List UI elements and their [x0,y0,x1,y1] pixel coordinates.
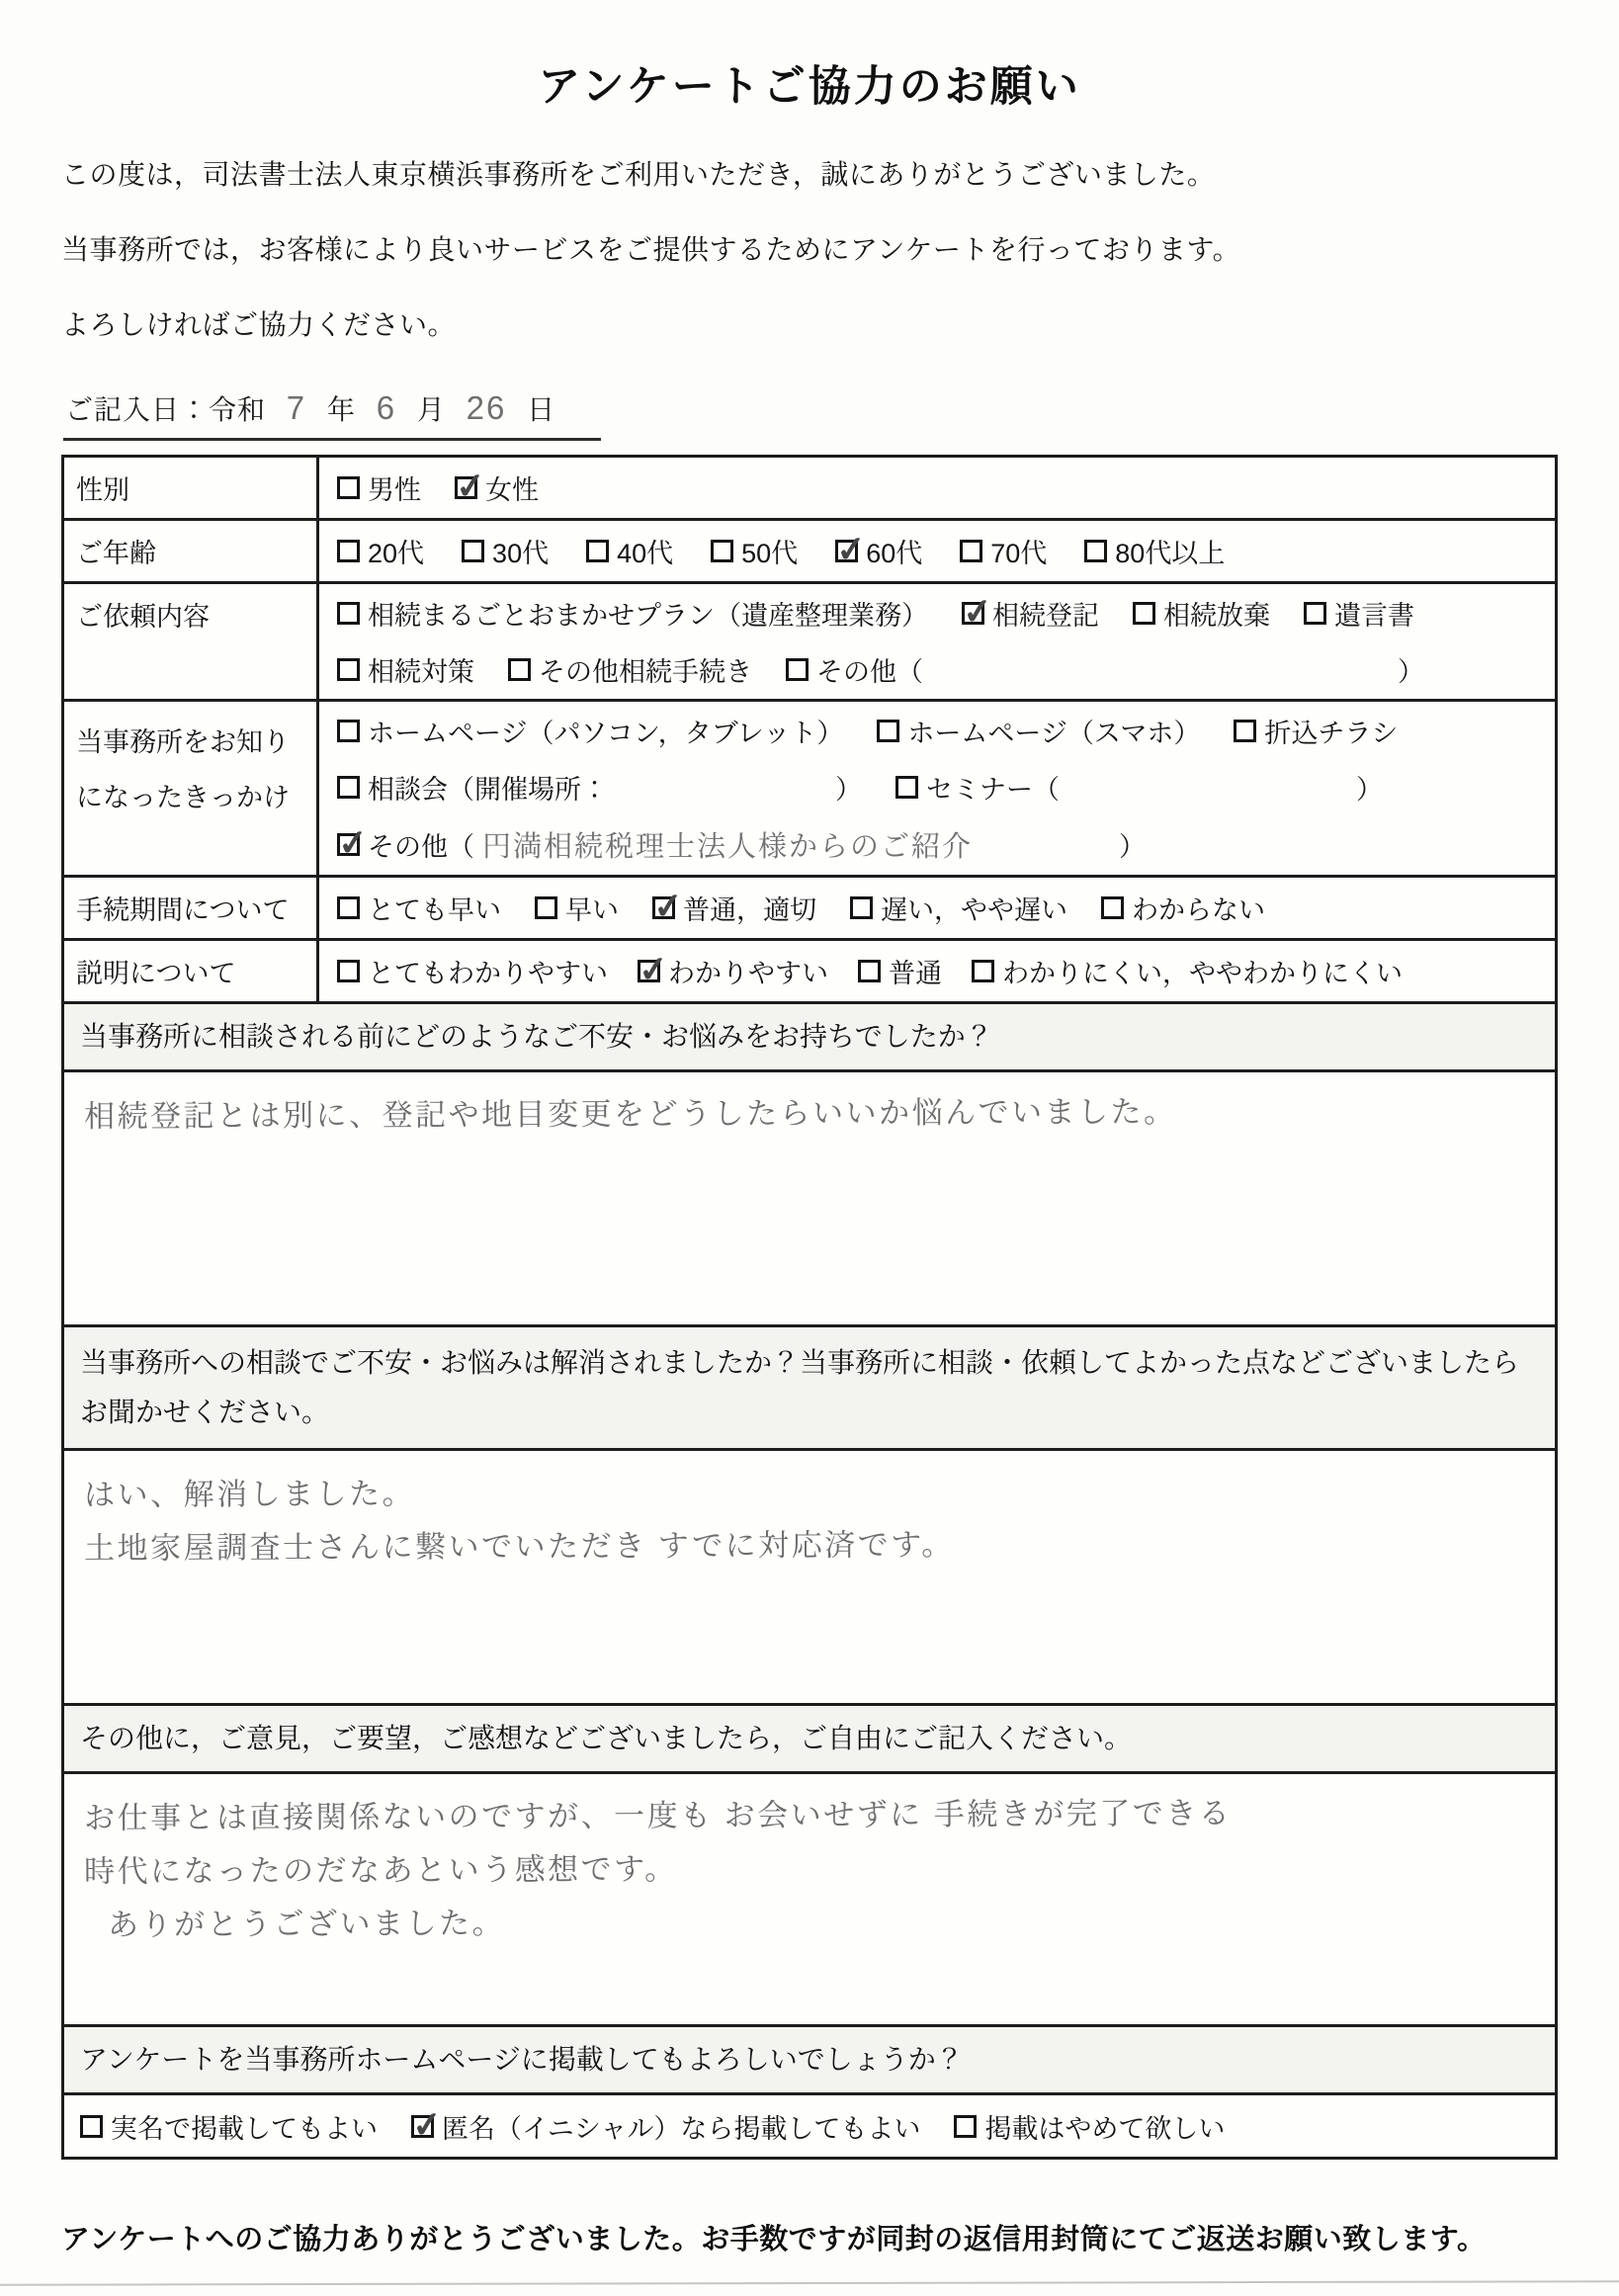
row-q3-header [64,1706,1555,1774]
checkbox-icon[interactable] [337,960,360,982]
question-text-publish: アンケートを当事務所ホームページに掲載してもよろしいでしょうか？ [80,2044,964,2075]
option-label: ホームページ（パソコン，タブレット） [368,719,844,748]
row-q3-answer [64,1774,1555,2027]
paren-close: ） [835,775,862,805]
option-label: わかりにくい，ややわかりにくい [1002,959,1403,988]
option-label: その他（ [816,657,923,687]
checkbox-icon[interactable] [877,720,899,742]
option-label: 60代 [866,539,923,568]
row-gender [64,458,1555,521]
option-label: 女性 [485,475,539,505]
handwritten-answer-line: 土地家屋調査士さんに繋いでいただき すでに対応済です。 [84,1527,955,1566]
page-title: アンケートご協力のお願い [538,63,1081,111]
option-flyer[interactable] [1234,712,1398,750]
row-referral-source [64,702,1555,878]
option-label: とても早い [368,895,501,925]
option-speed-unknown[interactable] [1101,889,1265,927]
option-label: 掲載はやめて欲しい [984,2113,1226,2144]
intro-line: この度は，司法書士法人東京横浜事務所をご利用いただき，誠にありがとうございました。 [61,159,1216,190]
checkbox-icon[interactable] [711,540,733,562]
checkbox-icon[interactable] [337,602,360,625]
option-label: 遅い，やや遅い [881,895,1067,925]
checkbox-icon[interactable] [337,833,360,856]
checkbox-icon[interactable] [337,776,360,799]
option-label: 実名で掲載してもよい [111,2113,378,2144]
paren-close: ） [1119,832,1147,862]
question-text-q3: その他に，ご意見，ご要望，ご感想などございましたら，ご自由にご記入ください。 [80,1723,1133,1753]
checkbox-icon[interactable] [1133,602,1155,625]
date-year-unit: 年 [326,394,356,425]
checkbox-icon[interactable] [508,658,531,681]
field-label-speed: 手続期間について [64,878,319,938]
option-label: わからない [1132,895,1265,925]
date-day-value[interactable]: 26 [466,389,507,426]
question-text-q1: 当事務所に相談される前にどのようなご不安・お悩みをお持ちでしたか？ [80,1021,993,1052]
option-label: ホームページ（スマホ） [907,719,1201,748]
option-publish-real-name[interactable] [80,2107,378,2146]
handwritten-source-other[interactable]: 円満相続税理士法人様からのご紹介 [482,831,974,863]
option-label: 80代以上 [1115,539,1226,568]
checkbox-icon[interactable] [411,2115,434,2138]
option-label: 相続登記 [992,601,1099,631]
field-label-request: ご依頼内容 [64,584,319,699]
option-age-50s[interactable] [711,532,798,570]
checkbox-icon[interactable] [535,896,557,919]
field-label-age: ご年齢 [64,521,319,581]
question-text-q2: 当事務所への相談でご不安・お悩みは解消されましたか？当事務所に相談・依頼してよかった点などございましたらお聞かせください。 [80,1347,1520,1427]
checkbox-icon[interactable] [858,960,881,982]
option-label: 男性 [368,475,421,505]
checkbox-icon[interactable] [638,960,660,982]
option-soudankai[interactable] [337,768,862,807]
handwritten-answer-line: お仕事とは直接関係ないのですが、一度も お会いせずに 手続きが完了できる [84,1795,1233,1835]
handwritten-answer-line: 時代になったのだなあという感想です。 [84,1851,678,1889]
row-q1-header [64,1004,1555,1072]
handwritten-answer-line: ありがとうございました。 [108,1906,506,1942]
option-label: 普通 [889,959,942,988]
checkbox-icon[interactable] [835,540,858,562]
checkbox-icon[interactable] [962,602,984,625]
checkbox-icon[interactable] [972,960,994,982]
option-publish-no[interactable] [954,2107,1225,2146]
row-request-type [64,584,1555,702]
option-other-souzoku-tetsuzuki[interactable] [508,650,752,689]
checkbox-icon[interactable] [337,540,360,562]
date-day-unit: 日 [527,394,556,425]
option-slow[interactable] [850,889,1067,927]
row-procedure-speed [64,878,1555,941]
option-unclear[interactable] [972,952,1403,990]
option-label: その他相続手続き [539,657,752,687]
option-age-30s[interactable] [462,532,549,570]
answer-area-q3[interactable] [64,1774,1555,2024]
date-month-value[interactable]: 6 [376,389,397,426]
option-label: 40代 [617,539,674,568]
checkbox-icon[interactable] [1234,720,1256,742]
intro-line: よろしければご協力ください。 [61,309,457,340]
row-q2-answer [64,1451,1555,1706]
row-q2-header [64,1327,1555,1451]
checkbox-icon[interactable] [954,2115,977,2138]
option-clear[interactable] [638,952,828,990]
checkbox-icon[interactable] [462,540,484,562]
checkbox-icon[interactable] [786,658,809,681]
checkbox-icon[interactable] [895,776,918,799]
handwritten-answer-line: はい、解消しました。 [84,1476,416,1512]
option-very-clear[interactable] [337,952,608,990]
option-label: 70代 [990,539,1048,568]
checkbox-icon[interactable] [1304,602,1326,625]
option-age-20s[interactable] [337,532,424,570]
checkbox-icon[interactable] [337,896,360,919]
option-souzoku-touki[interactable] [962,594,1099,633]
option-label: 遺言書 [1334,601,1414,631]
checkbox-icon[interactable] [850,896,873,919]
option-plan-omakase[interactable] [337,594,928,633]
option-age-80s-plus[interactable] [1084,532,1225,570]
checkbox-icon[interactable] [455,476,477,499]
option-age-70s[interactable] [960,532,1047,570]
checkbox-icon[interactable] [586,540,609,562]
answer-area-q2[interactable] [64,1451,1555,1703]
option-very-fast[interactable] [337,889,501,927]
field-label-source [64,702,319,875]
field-label-line: 当事務所をお知り [76,727,290,757]
checkbox-icon[interactable] [337,720,360,742]
option-label: わかりやすい [668,959,828,988]
option-label: 相続対策 [368,657,474,687]
option-yuigonsho[interactable] [1304,594,1414,633]
option-label: 相続まるごとおまかせプラン（遺産整理業務） [368,601,928,631]
checkbox-icon[interactable] [1084,540,1107,562]
option-seminar[interactable] [895,768,1383,807]
option-label: とてもわかりやすい [368,959,608,988]
handwritten-answer-line: 相続登記とは別に、登記や地目変更をどうしたらいいか悩んでいました。 [84,1094,1177,1134]
scan-paper-edge [0,2280,1619,2285]
option-label: その他（ [368,832,474,862]
option-age-60s[interactable] [835,532,922,570]
checkbox-icon[interactable] [1101,896,1124,919]
option-fast[interactable] [535,889,619,927]
field-label-line: になったきっかけ [76,783,290,812]
paren-close: ） [1398,657,1424,687]
checkbox-icon[interactable] [960,540,982,562]
option-label: 相続放棄 [1163,601,1270,631]
option-request-other[interactable] [786,650,1424,689]
option-label: 相談会（開催場所： [368,775,608,805]
option-label: 匿名（イニシャル）なら掲載してもよい [442,2113,921,2144]
survey-table [61,455,1558,2160]
row-publish-options [64,2095,1555,2157]
row-explanation-clarity [64,941,1555,1004]
option-source-other[interactable] [337,824,1146,865]
answer-area-q1[interactable] [64,1072,1555,1324]
option-normal-appropriate[interactable] [652,889,816,927]
option-label: 50代 [741,539,799,568]
row-publish-header [64,2027,1555,2095]
option-label: 30代 [492,539,550,568]
row-q1-answer [64,1072,1555,1327]
option-label: 折込チラシ [1264,719,1399,748]
option-homepage-smartphone[interactable] [877,712,1200,750]
option-label: 普通，適切 [683,895,816,925]
intro-line: 当事務所では，お客様により良いサービスをご提供するためにアンケートを行っております。 [61,234,1241,265]
checkbox-icon[interactable] [337,658,360,681]
field-label-clarity: 説明について [64,941,319,1001]
date-month-unit: 月 [416,394,446,425]
checkbox-icon[interactable] [337,476,360,499]
checkbox-icon[interactable] [652,896,675,919]
option-souzoku-houki[interactable] [1133,594,1270,633]
intro-paragraph [61,137,1558,363]
option-label: 早い [565,895,619,925]
closing-note: アンケートへのご協力ありがとうございました。お手数ですが同封の返信用封筒にてご返送お願い致します。 [61,2224,1487,2255]
option-publish-anonymous[interactable] [411,2107,920,2146]
field-label-gender: 性別 [64,458,319,518]
option-label: セミナー（ [926,775,1060,805]
checkbox-icon[interactable] [80,2115,103,2138]
row-age [64,521,1555,584]
option-male[interactable] [337,468,421,507]
date-year-value[interactable]: 7 [286,389,307,426]
option-homepage-pc[interactable] [337,712,843,750]
option-souzoku-taisaku[interactable] [337,650,474,689]
option-female[interactable] [455,468,539,507]
option-clarity-normal[interactable] [858,952,942,990]
option-age-40s[interactable] [586,532,673,570]
paren-close: ） [1356,775,1383,805]
option-label: 20代 [368,539,425,568]
fill-date-line [63,388,601,441]
date-label: ご記入日：令和 [65,394,267,425]
